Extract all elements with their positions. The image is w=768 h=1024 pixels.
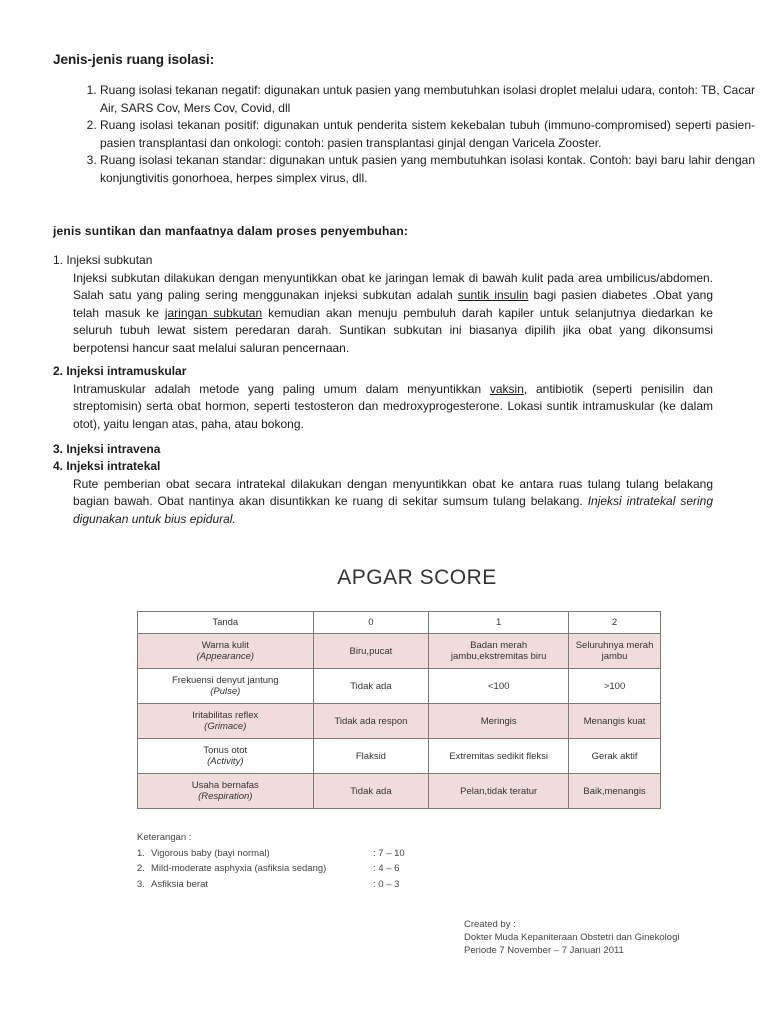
injection-intratekal-body (73, 476, 713, 529)
vaksin-link[interactable]: vaksin (489, 381, 524, 396)
apgar-score-1-cell: Meringis (429, 704, 569, 739)
apgar-sign-latin: (Pulse) (210, 686, 241, 697)
isolation-item-negative: 1. Ruang isolasi tekanan negatif: digunakan untuk pasien yang membutuhkan isolasi droplet melalui udara, contoh: TB, Cacar Air, SARS Cov, Mers Cov, Covid, dll (100, 82, 755, 117)
apgar-sign-latin: (Respiration) (198, 791, 253, 802)
apgar-sign-latin: (Grimace) (204, 721, 247, 732)
injection-intravena-heading: 3. Injeksi intravena (53, 442, 161, 456)
credit-line: Dokter Muda Kepaniteraan Obstetri dan Ginekologi (464, 932, 680, 943)
suntik-insulin-link[interactable]: suntik insulin (457, 288, 529, 303)
apgar-sign-cell (138, 774, 314, 809)
apgar-score-0-cell: Flaksid (313, 739, 429, 774)
injection-intratekal-heading: 4. Injeksi intratekal (53, 459, 161, 473)
intratekal-italic-note: Injeksi intratekal sering digunakan untuk bius epidural. (73, 494, 713, 526)
apgar-row-respiration (138, 774, 661, 809)
apgar-score-0-cell: Biru,pucat (313, 634, 429, 669)
injection-section-title: jenis suntikan dan manfaatnya dalam proses penyembuhan: (53, 224, 409, 238)
apgar-credit (464, 918, 679, 957)
apgar-score-1-cell: Pelan,tidak teratur (429, 774, 569, 809)
apgar-header-0: 0 (313, 612, 429, 634)
apgar-row-pulse (138, 669, 661, 704)
legend-label: Mild-moderate asphyxia (asfiksia sedang) (151, 863, 327, 874)
apgar-header-1: 1 (429, 612, 569, 634)
apgar-score-0-cell: Tidak ada respon (313, 704, 429, 739)
subkutan-text-1: Injeksi subkutan dilakukan dengan menyuntikkan obat ke jaringan lemak di bawah kulit pada area umbilicus/abdomen. Salah satu yang paling sering menggunakan injeksi subkutan adalah (73, 270, 713, 303)
apgar-header-sign: Tanda (138, 612, 314, 634)
apgar-score-0-cell: Tidak ada (313, 669, 429, 704)
apgar-row-activity (138, 739, 661, 774)
apgar-score-2-cell: Menangis kuat (569, 704, 661, 739)
legend-label: Vigorous baby (bayi normal) (151, 847, 270, 859)
apgar-score-1-cell: Badan merah jambu,ekstremitas biru (429, 634, 569, 669)
apgar-sign-cell (138, 704, 314, 739)
intramuskular-text-1: Intramuskular adalah metode yang paling umum dalam menyuntikkan (73, 381, 490, 396)
apgar-score-2-cell: Seluruhnya merah jambu (569, 634, 661, 669)
apgar-title: APGAR SCORE (337, 566, 497, 589)
apgar-score-2-cell: Baik,menangis (569, 774, 661, 809)
injection-subkutan-heading: 1. Injeksi subkutan (53, 253, 153, 267)
apgar-sign-label: Usaha bernafas (191, 780, 259, 791)
apgar-score-0-cell: Tidak ada (313, 774, 429, 809)
apgar-header-row (138, 612, 661, 634)
subkutan-text-3: kemudian akan menuju pembuluh darah kapiler untuk selanjutnya diedarkan ke seluruh tubuh lewat sistem peredaran darah. Suntikan subkutan ini biasanya dipilih jika obat yang dikonsumsi berpotensi hancur saat melalui saluran pencernaan. (73, 305, 713, 355)
apgar-sign-cell (138, 669, 314, 704)
apgar-sign-label: Warna kulit (201, 640, 249, 651)
credit-line: Created by : (464, 919, 516, 930)
apgar-title-wrap (131, 566, 663, 602)
legend-number: 1. (137, 847, 145, 859)
subkutan-text-2: bagi pasien diabetes .Obat yang telah masuk ke (73, 288, 713, 320)
apgar-sign-label: Tonus otot (203, 745, 248, 756)
apgar-header-2: 2 (569, 612, 661, 634)
injection-subkutan-body (73, 270, 713, 358)
apgar-table (137, 611, 661, 809)
jaringan-subkutan-link[interactable]: jaringan subkutan (164, 305, 263, 320)
legend-label: Asfiksia berat (151, 878, 209, 890)
apgar-sign-latin: (Appearance) (196, 651, 255, 662)
apgar-legend-row (137, 877, 405, 893)
apgar-legend (137, 830, 405, 892)
apgar-sign-label: Frekuensi denyut jantung (171, 675, 279, 686)
apgar-score-1-cell: Extremitas sedikit fleksi (429, 739, 569, 774)
injection-intramuskular-heading: 2. Injeksi intramuskular (53, 364, 187, 378)
apgar-row-appearance (138, 634, 661, 669)
isolation-item-positive: 2. Ruang isolasi tekanan positif: digunakan untuk penderita sistem kekebalan tubuh (immuno-compromised) seperti pasien-pasien transplantasi dan onkologi: contoh: pasien transplantasi ginjal dengan Varicela Zooster. (100, 117, 755, 152)
apgar-score-2-cell: Gerak aktif (569, 739, 661, 774)
apgar-sign-cell (138, 739, 314, 774)
apgar-score-2-cell: >100 (569, 669, 661, 704)
apgar-legend-row (137, 861, 405, 877)
isolation-section-title: Jenis-jenis ruang isolasi: (53, 52, 215, 67)
apgar-legend-title: Keterangan : (137, 832, 192, 843)
credit-line: Periode 7 November – 7 Januari 2011 (464, 945, 624, 956)
apgar-sign-label: Iritabilitas reflex (192, 710, 259, 721)
apgar-sign-cell (138, 634, 314, 669)
injection-intravena (53, 441, 713, 459)
apgar-sign-latin: (Activity) (207, 756, 244, 767)
legend-number: 3. (137, 878, 145, 890)
legend-range: : 0 – 3 (373, 878, 400, 890)
injection-intramuskular (53, 363, 713, 433)
intratekal-text-1: Rute pemberian obat secara intratekal dilakukan dengan menyuntikkan obat ke antara ruas tulang tulang belakang bagian bawah. Obat nantinya akan disuntikkan ke ruang di sekitar sumsum tulang belakang. (73, 476, 713, 509)
injection-subkutan (53, 252, 713, 358)
legend-range: : 7 – 10 (373, 847, 405, 859)
apgar-legend-row (137, 846, 405, 862)
intramuskular-text-2: , antibiotik (seperti penisilin dan streptomisin) serta obat hormon, seperti testosteron dan medroxyprogesterone. Lokasi suntik intramuskular (ke dalam otot), yaitu lengan atas, paha, atau bokong. (73, 381, 713, 431)
injection-intratekal (53, 458, 713, 528)
legend-number: 2. (137, 863, 145, 874)
isolation-item-standard: 3. Ruang isolasi tekanan standar: digunakan untuk pasien yang membutuhkan isolasi kontak. Contoh: bayi baru lahir dengan konjungtivitis gonorhoea, herpes simplex virus, dll. (100, 152, 755, 187)
isolation-list (58, 82, 755, 188)
legend-range: : 4 – 6 (373, 863, 400, 874)
apgar-score-1-cell: <100 (429, 669, 569, 704)
injection-intramuskular-body (73, 381, 713, 434)
apgar-row-grimace (138, 704, 661, 739)
